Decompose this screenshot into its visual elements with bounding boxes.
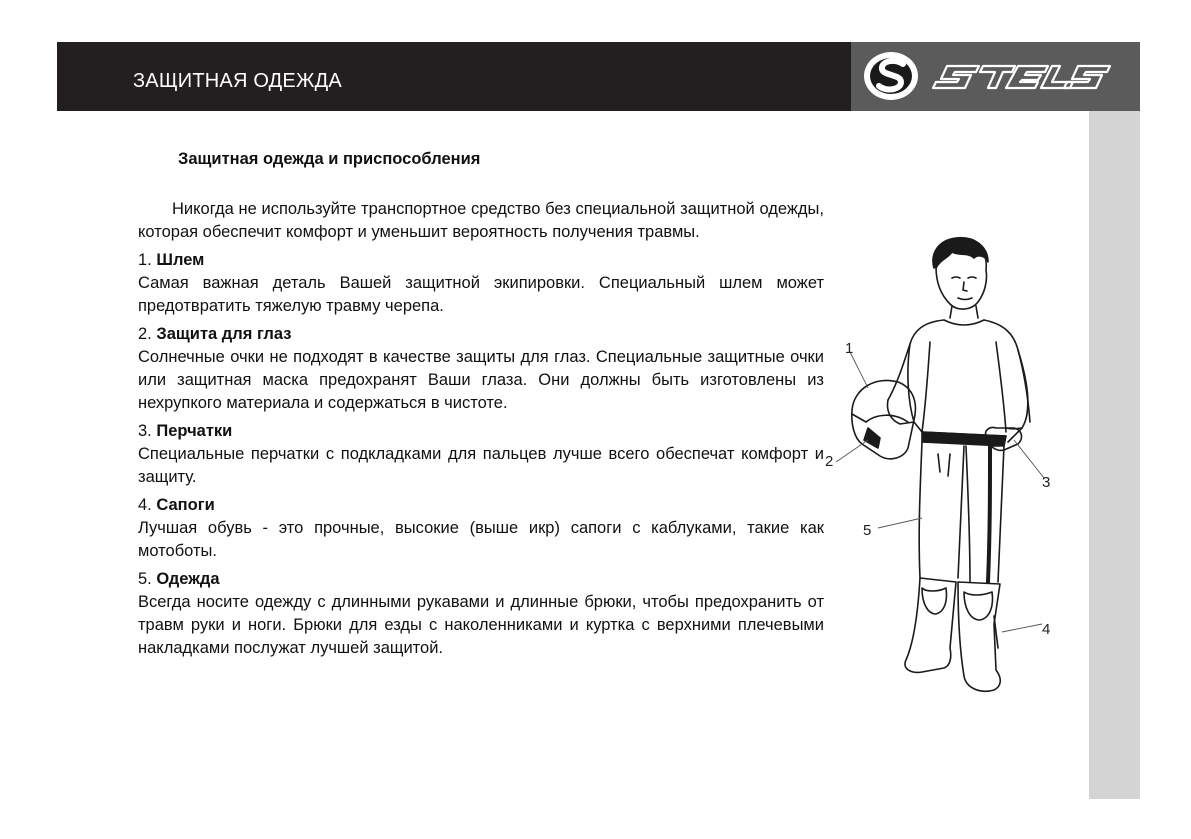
callout-label: 3 [1042,474,1051,491]
item-text: Всегда носите одежду с длинными рукавами и длинные брюки, чтобы предохранить от травм руки и ноги. Брюки для езды с наколенниками и куртка с верхними плечевыми накладками послужат лучшей защитой. [138,593,824,657]
item-number: 4. [138,496,152,514]
side-strip [1089,111,1140,799]
callout-label: 1 [845,340,854,357]
item-text: Лучшая обувь - это прочные, высокие (выше икр) сапоги с каблуками, такие как мотоботы. [138,519,824,560]
list-item [138,420,824,489]
item-title: Шлем [156,251,205,269]
item-number: 5. [138,570,152,588]
rider-illustration [818,232,1068,722]
stels-logo-icon [851,42,1140,111]
item-text: Специальные перчатки с подкладками для пальцев лучше всего обеспечат комфорт и защиту. [138,445,824,486]
item-title: Одежда [156,570,220,588]
callout-label: 5 [863,522,872,539]
item-title: Сапоги [156,496,215,514]
intro-paragraph: Никогда не используйте транспортное средство без специальной защитной одежды, которая обеспечит комфорт и уменьшит вероятность получения травмы. [138,200,824,241]
list-item [138,568,824,660]
page-title: ЗАЩИТНАЯ ОДЕЖДА [133,70,342,92]
callout-label: 4 [1042,621,1051,638]
item-title: Защита для глаз [156,325,292,343]
list-item [138,323,824,415]
list-item [138,249,824,318]
item-number: 1. [138,251,152,269]
item-text: Солнечные очки не подходят в качестве защиты для глаз. Специальные защитные очки или защитная маска предохранят Ваши глаза. Они должны быть изготовлены из нехрупкого материала и содержаться в чистоте. [138,348,824,412]
item-text: Самая важная деталь Вашей защитной экипировки. Специальный шлем может предотвратить тяжелую травму черепа. [138,274,824,315]
callout-label: 2 [825,453,834,470]
item-number: 3. [138,422,152,440]
brand-logo [851,42,1140,111]
main-content [138,148,824,665]
section-title: Защитная одежда и приспособления [178,150,481,168]
list-item [138,494,824,563]
item-title: Перчатки [156,422,233,440]
item-number: 2. [138,325,152,343]
